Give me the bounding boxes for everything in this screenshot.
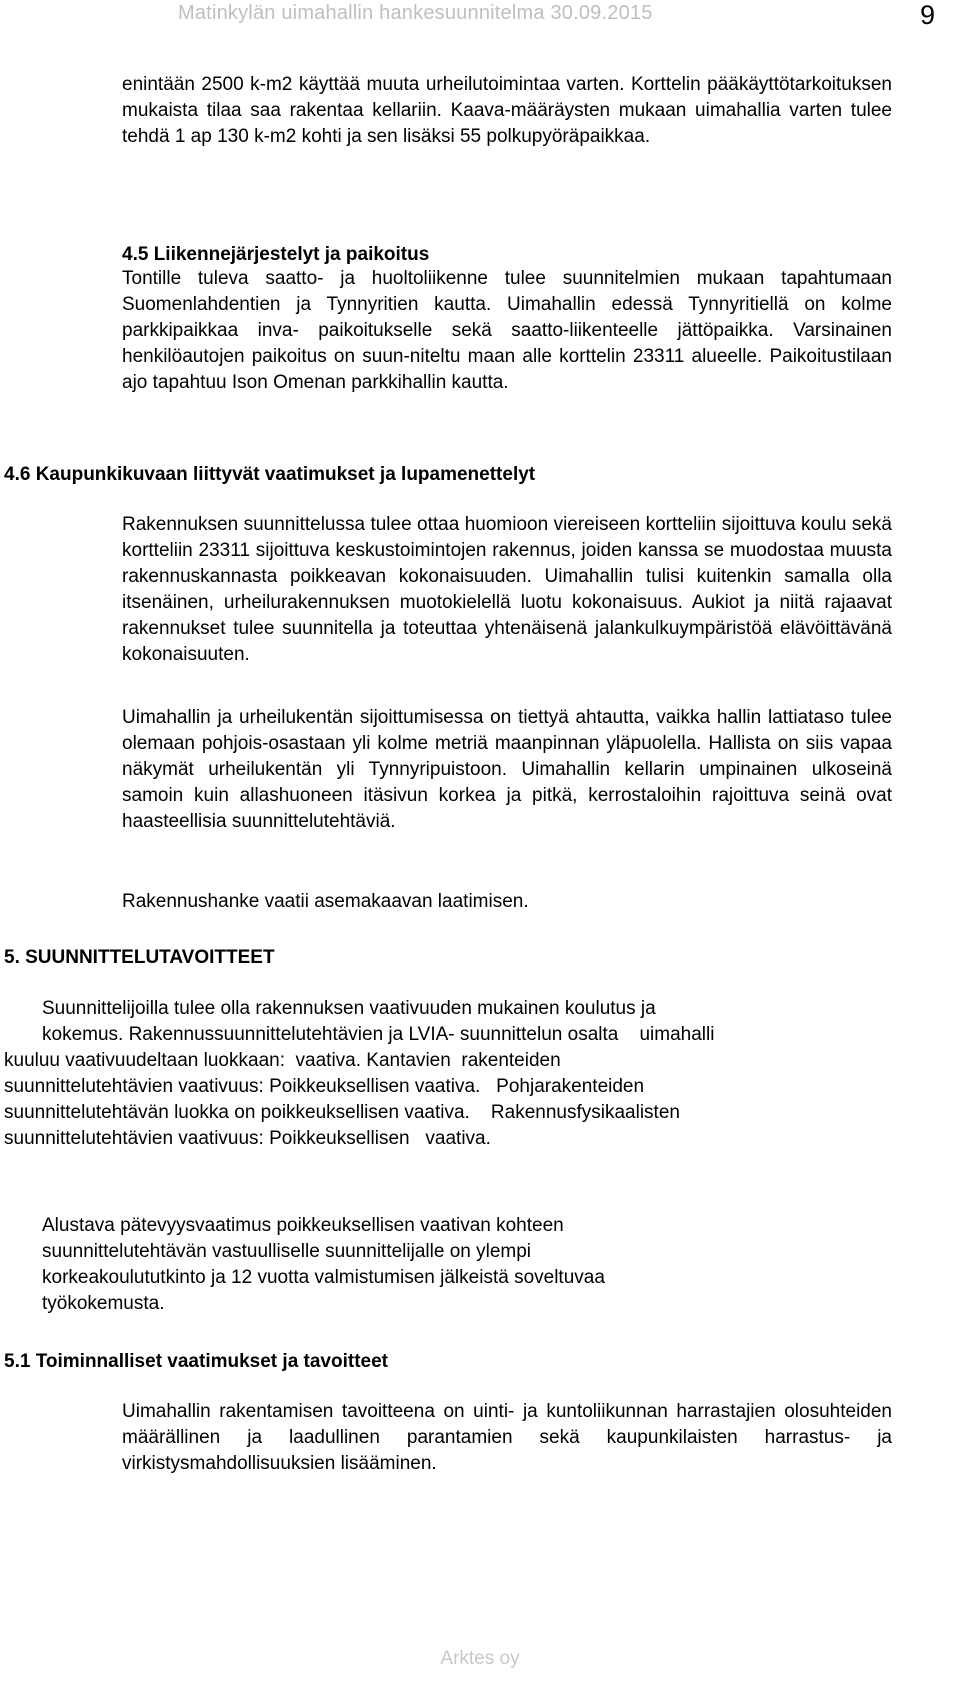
section-4-6-paragraph-2: Uimahallin ja urheilukentän sijoittumisessa on tiettyä ahtautta, vaikka hallin lattiataso tulee olemaan pohjois-osastaan yli kolme metriä maanpinnan yläpuolella. Hallista on siis vapaa näkymät urheilukentän yli Tynnyripuistoon. Uimahallin kellarin umpinainen ulkoseinä samoin kuin allashuoneen itäsivun korkea ja pitkä, kerrostaloihin rajoittuva seinä ovat haasteellisia suunnittelutehtäviä. xyxy=(122,707,892,832)
text-line: suunnittelutehtävän vastuulliselle suunnittelijalle on ylempi xyxy=(42,1241,532,1262)
text-line: korkeakoulututkinto ja 12 vuotta valmistumisen jälkeistä soveltuvaa xyxy=(42,1267,605,1288)
text-line: suunnittelutehtävien vaativuus: Poikkeuksellisen vaativa. xyxy=(4,1128,491,1149)
text-line: suunnittelutehtävän luokka on poikkeuksellisen vaativa. Rakennusfysikaalisten xyxy=(4,1102,680,1123)
text-line: Alustava pätevyysvaatimus poikkeuksellisen vaativan kohteen xyxy=(42,1215,564,1236)
footer-company: Arktes oy xyxy=(440,1648,520,1669)
section-4-6-heading: 4.6 Kaupunkikuvaan liittyvät vaatimukset ja lupamenettelyt xyxy=(4,464,536,485)
text-line: kuuluu vaativuudeltaan luokkaan: vaativa. Kantavien rakenteiden xyxy=(4,1050,561,1071)
text-line: työkokemusta. xyxy=(42,1293,165,1314)
section-4-5-heading: 4.5 Liikennejärjestelyt ja paikoitus xyxy=(122,244,430,265)
section-5-paragraph-1 xyxy=(4,996,714,1152)
intro-paragraph: enintään 2500 k-m2 käyttää muuta urheilutoimintaa varten. Korttelin pääkäyttötarkoituksen mukaista tilaa saa rakentaa kellariin. Kaava-määräysten mukaan uimahallia varten tulee tehdä 1 ap 130 k-m2 kohti ja sen lisäksi 55 polkupyöräpaikkaa. xyxy=(122,74,892,147)
section-5-1-heading: 5.1 Toiminnalliset vaatimukset ja tavoitteet xyxy=(4,1351,388,1372)
section-5-paragraph-2 xyxy=(42,1213,605,1317)
section-4-5-paragraph: Tontille tuleva saatto- ja huoltoliikenne tulee suunnitelmien mukaan tapahtumaan Suomenlahdentien ja Tynnyritien kautta. Uimahallin edessä Tynnyritiellä on kolme parkkipaikkaa inva- paikoitukselle sekä saatto-liikenteelle jättöpaikka. Varsinainen henkilöautojen paikoitus on suun-niteltu maan alle korttelin 23311 alueelle. Paikoitustilaan ajo tapahtuu Ison Omenan parkkihallin kautta. xyxy=(122,268,892,393)
section-5-1-paragraph: Uimahallin rakentamisen tavoitteena on uinti- ja kuntoliikunnan harrastajien olosuhteiden määrällinen ja laadullinen parantamien sekä kaupunkilaisten harrastus- ja virkistysmahdollisuuksien lisääminen. xyxy=(122,1401,892,1474)
section-4-6-paragraph-1: Rakennuksen suunnittelussa tulee ottaa huomioon viereiseen kortteliin sijoittuva koulu sekä kortteliin 23311 sijoittuva keskustoimintojen rakennus, joiden kanssa se muodostaa muusta rakennuskannasta poikkeavan kokonaisuuden. Uimahallin tulisi kuitenkin samalla olla itsenäinen, urheilurakennuksen muotokielellä luotu kokonaisuus. Aukiot ja niitä rajaavat rakennukset tulee suunnitella ja toteuttaa yhtenäisenä jalankulkuympäristöä elävöittävänä kokonaisuuten. xyxy=(122,514,892,665)
text-line: Suunnittelijoilla tulee olla rakennuksen vaativuuden mukainen koulutus ja xyxy=(42,998,656,1019)
section-5-heading: 5. SUUNNITTELUTAVOITTEET xyxy=(4,947,275,968)
text-line: suunnittelutehtävien vaativuus: Poikkeuksellisen vaativa. Pohjarakenteiden xyxy=(4,1076,645,1097)
page-number: 9 xyxy=(920,0,936,30)
text-line: kokemus. Rakennussuunnittelutehtävien ja LVIA- suunnittelun osalta uimahalli xyxy=(42,1024,715,1045)
running-header: Matinkylän uimahallin hankesuunnitelma 30.09.2015 xyxy=(178,2,653,24)
section-4-6-paragraph-3: Rakennushanke vaatii asemakaavan laatimisen. xyxy=(122,891,529,912)
